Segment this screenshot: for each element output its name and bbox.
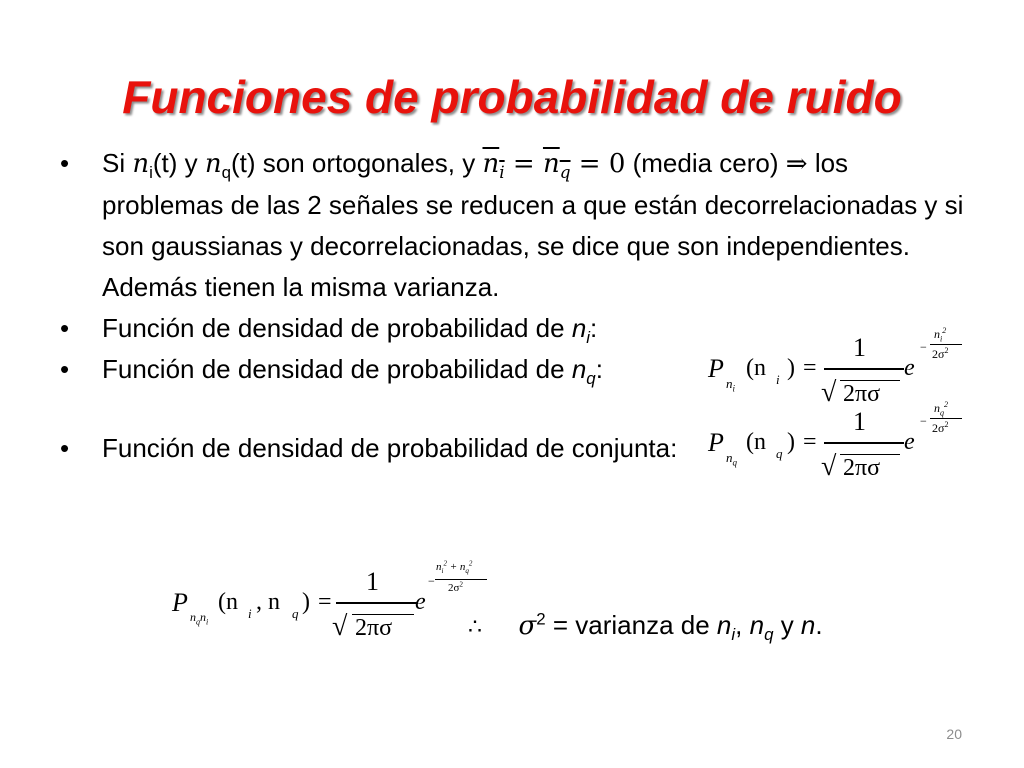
implies-arrow: ⇒ bbox=[785, 149, 808, 179]
formula-pdf-nq: P $n_q$ (n q ) = 1 √ 2πσ e − $n_q^2$ $2\sigma^2$ bbox=[708, 404, 968, 494]
bullet-pdf-nq: • Función de densidad de probabilidad de $n_q$: bbox=[56, 349, 976, 390]
therefore-symbol: ∴ bbox=[468, 615, 482, 640]
bullet-pdf-ni: • Función de densidad de probabilidad de $n_i$: bbox=[56, 308, 976, 349]
bullet-dot: • bbox=[60, 354, 70, 384]
formula-pdf-joint: P $n_qn_i$ (n i , n q ) = 1 √ 2πσ e − $n_i^2 + n_q^2$ $2\sigma^2$ bbox=[172, 560, 522, 660]
bullet1-rest: los problemas de las 2 señales se reducen a que están decorrelacionadas y si son gaussianas y decorrelacionadas, se dice que son independientes. Además tienen la misma varianza. bbox=[102, 148, 964, 302]
formula-pdf-ni: P $n_i$ (n i ) = 1 √ 2πσ e − $n_i^2$ $2\sigma^2$ bbox=[708, 330, 968, 420]
mean-ni: $n_i$ bbox=[482, 149, 505, 183]
bullet-pdf-joint: • Función de densidad de probabilidad de conjunta: bbox=[56, 428, 976, 469]
bullet-dot: • bbox=[60, 313, 70, 343]
bullet-dot: • bbox=[60, 148, 70, 178]
bullet-dot: • bbox=[60, 433, 70, 463]
slide-number: 20 bbox=[946, 726, 962, 742]
slide-title: Funciones de probabilidad de ruido bbox=[122, 71, 902, 123]
bullet-orthogonal: • Si $n_i(t)$ y $n_q(t)$ son ortogonales, y $n_i = n_q = 0$ (media cero) ⇒ los problemas de las 2 señales se reducen a que están decorrelacionadas y si son gaussianas y decorrelacionadas, se dice que son independientes. Además tienen la misma varianza. bbox=[56, 143, 976, 308]
mean-nq: $n_q$ bbox=[542, 149, 571, 183]
variance-note: ∴ $\sigma^2$ = varianza de $n_i$, $n_q$ y n. bbox=[468, 609, 823, 645]
